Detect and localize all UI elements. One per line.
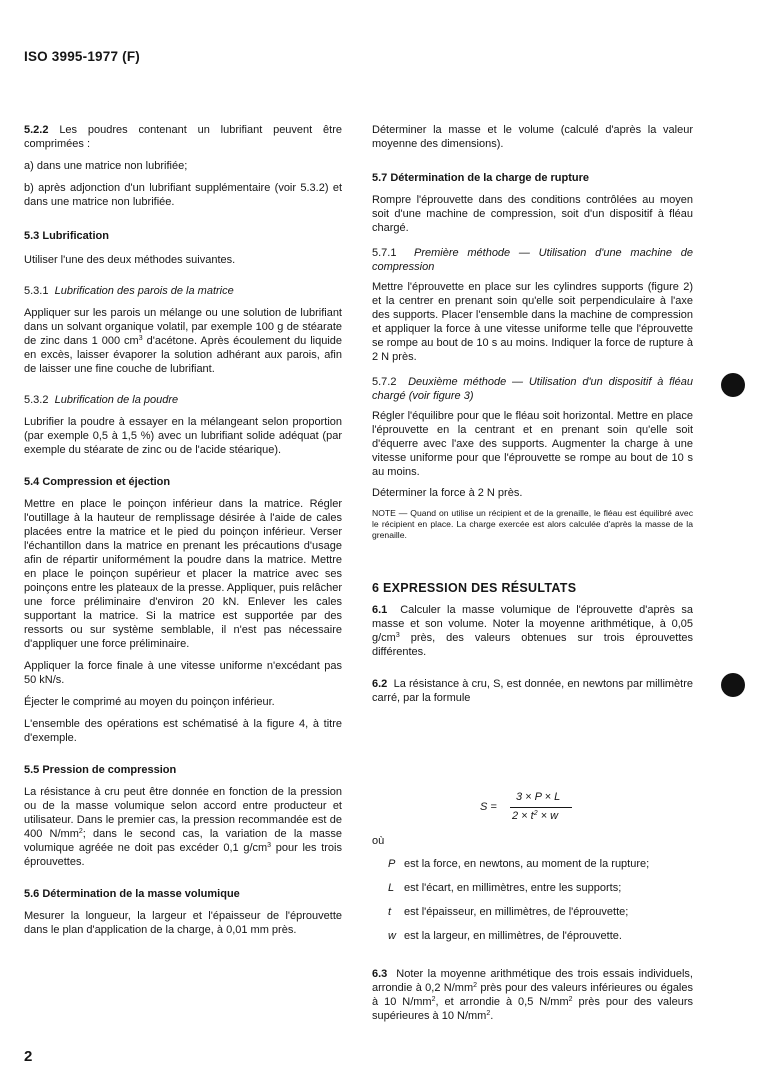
section-5-4-title: 5.4 Compression et éjection: [24, 476, 171, 488]
margin-dot-upper: [721, 373, 745, 397]
section-5-7-title: 5.7 Détermination de la charge de rupture: [372, 172, 590, 184]
section-5-7-1-text: Mettre l'éprouvette en place sur les cylindres supports (figure 2) et la centrer en prenant soin qu'elle soit perpendiculaire à l'axe des supports. Placer l'ensemble dans la machine de compression et appliquer la force à une vitesse uniforme telle que l'éprouvette se rompe au bout de 10 s au moins. Indiquer la force de rupture à 2 N près.: [372, 281, 693, 363]
section-5-4-text-2: Appliquer la force finale à une vitesse uniforme n'excédant pas 50 kN/s.: [24, 660, 342, 686]
formula-lhs: S =: [480, 801, 497, 813]
section-5-4-text-4: L'ensemble des opérations est schématisé à la figure 4, à titre d'exemple.: [24, 718, 342, 744]
section-5-7-2-text: Régler l'équilibre pour que le fléau soit horizontal. Mettre en place l'éprouvette en la centrant et en prenant soin qu'elle soit d'équerre avec l'axe des supports. Augmenter la charge à une vitesse uniforme pour que l'éprouvette se rompe au bout de 10 s au moins.: [372, 410, 693, 478]
formula-numerator: 3 × P × L: [516, 791, 561, 803]
section-6-3: [372, 967, 693, 1023]
section-5-7-2-title: 5.7.2 Deuxième méthode — Utilisation d'un dispositif à fléau chargé (voir figure 3): [372, 376, 693, 402]
section-5-3-title: 5.3 Lubrification: [24, 230, 109, 242]
document-header: ISO 3995-1977 (F): [24, 49, 140, 64]
formula-denominator: $2 \times t^2 \times w$: [512, 810, 559, 822]
section-5-6-title: 5.6 Détermination de la masse volumique: [24, 888, 240, 900]
section-5-3-text: Utiliser l'une des deux méthodes suivantes.: [24, 254, 236, 266]
margin-dot-lower: [721, 673, 745, 697]
formula: [480, 791, 590, 827]
section-5-3-1-title: 5.3.1 Lubrification des parois de la matrice: [24, 285, 234, 297]
section-5-3-2-text: Lubrifier la poudre à essayer en la mélangeant selon proportion (par exemple 0,5 à 1,5 %) avec un lubrifiant solide adéquat (par exemple du stéarate de zinc ou de l'acide stéarique).: [24, 416, 342, 456]
section-5-7-text: Rompre l'éprouvette dans des conditions contrôlées au moyen soit d'une machine de compression, soit d'un dispositif à fléau chargé.: [372, 194, 693, 234]
section-5-5-title: 5.5 Pression de compression: [24, 764, 177, 776]
section-6-1-text: 6.1 Calculer la masse volumique de l'éprouvette d'après sa masse et son volume. Noter la moyenne arithmétique, à 0,05 $g/cm^3$ près, des valeurs obtenues sur trois éprouvettes différentes.: [372, 604, 693, 658]
variable-w: w est la largeur, en millimètres, de l'éprouvette.: [388, 930, 622, 942]
where-label: où: [372, 835, 385, 847]
section-5-3-1-text: Appliquer sur les parois un mélange ou une solution de lubrifiant dans un solvant organique volatil, par exemple 100 g de stéarate de zinc dans 1 000 $cm^3$ d'acétone. Après écoulement du liquide en excès, laisser évaporer la solution adhérant aux parois, afin de laisser une fine couche de lubrifiant.: [24, 307, 343, 375]
item-a: a) dans une matrice non lubrifiée;: [24, 160, 188, 172]
section-6-title: 6 EXPRESSION DES RÉSULTATS: [372, 581, 577, 595]
item-b: b) après adjonction d'un lubrifiant supplémentaire (voir 5.3.2) et dans une matrice non lubrifiée.: [24, 182, 342, 208]
left-column: [24, 123, 342, 937]
right-column: [372, 123, 693, 705]
section-5-4-text-3: Éjecter le comprimé au moyen du poinçon inférieur.: [24, 696, 275, 708]
fraction-bar: [510, 807, 572, 808]
variable-P: P est la force, en newtons, au moment de la rupture;: [388, 858, 650, 870]
note: NOTE — Quand on utilise un récipient et de la grenaille, le fléau est équilibré avec le récipient en place. La charge exercée est alors calculée d'après la masse de la grenaille.: [372, 508, 693, 540]
variable-L: L est l'écart, en millimètres, entre les supports;: [388, 882, 622, 894]
section-5-4-text: Mettre en place le poinçon inférieur dans la matrice. Régler l'outillage à la hauteur de remplissage désirée à l'aide de cales placées entre la matrice et le pied du poinçon inférieur. Verser l'échantillon dans la matrice en prenant les précautions d'usage afin de répartir uniformément la poudre dans la matrice. Mettre en place le poinçon supérieur et placer la matrice avec ses poinçons entre les plateaux de la presse. Appliquer, puis relâcher une force préliminaire d'environ 20 kN. Enlever les cales supportant la matrice. Si la matrice est supportée par des ressorts ou sur système semblable, il n'est pas nécessaire d'appliquer une force préliminaire.: [24, 498, 342, 650]
section-5-7-2-text-2: Déterminer la force à 2 N près.: [372, 487, 523, 499]
section-5-2-2: 5.2.2 Les poudres contenant un lubrifiant peuvent être comprimées :: [24, 124, 343, 150]
section-5-3-2-title: 5.3.2 Lubrification de la poudre: [24, 394, 179, 406]
variable-t: t est l'épaisseur, en millimètres, de l'éprouvette;: [388, 906, 629, 918]
page-number: 2: [24, 1048, 33, 1065]
section-6-2-text: 6.2 La résistance à cru, S, est donnée, en newtons par millimètre carré, par la formule: [372, 678, 694, 704]
section-5-5-text: La résistance à cru peut être donnée en fonction de la pression ou de la masse volumique selon accord entre producteur et utilisateur. Dans le premier cas, la pression recommandée est de 400 $N/mm^2$; dans le second cas, la variation de la masse volumique agréée ne doit pas excéder 0,1 $g/cm^3$ pour les trois éprouvettes.: [24, 786, 342, 868]
section-5-6-continued: Déterminer la masse et le volume (calculé d'après la valeur moyenne des dimensions).: [372, 124, 693, 150]
section-6-3-text: 6.3 Noter la moyenne arithmétique des trois essais individuels, arrondie à 0,2 $N/mm^2$ près pour des valeurs inférieures ou égales à 10 $N/mm^2$, et arrondie à 0,5 $N/mm^2$ près pour des valeurs supérieures à 10 $N/mm^2$.: [372, 968, 693, 1022]
section-5-6-text: Mesurer la longueur, la largeur et l'épaisseur de l'éprouvette dans le plan d'application de la charge, à 0,01 mm près.: [24, 910, 342, 936]
section-5-7-1-title: 5.7.1 Première méthode — Utilisation d'une machine de compression: [372, 247, 693, 273]
